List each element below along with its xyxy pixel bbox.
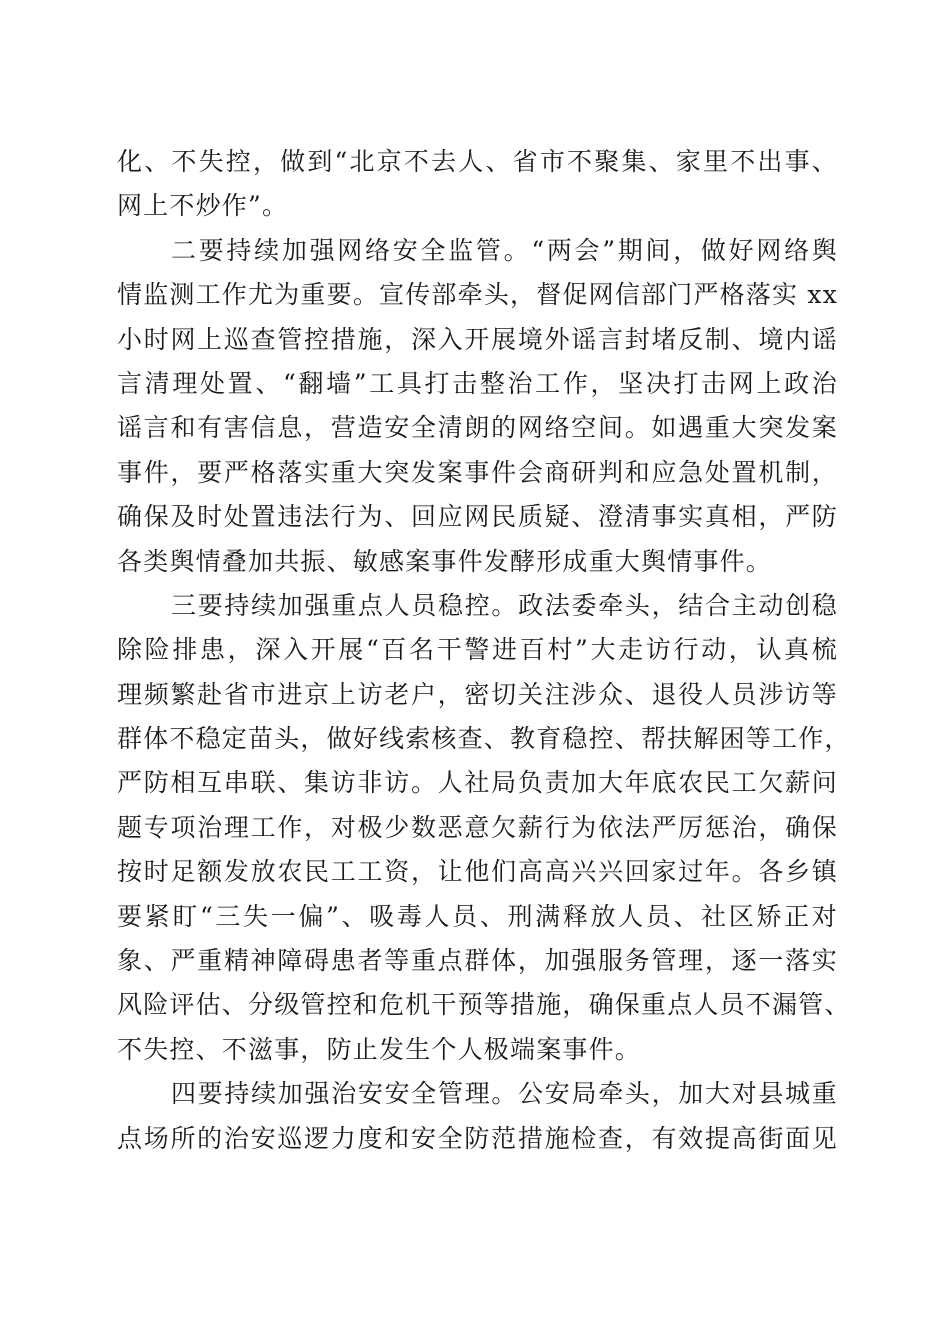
text-line: 按时足额发放农民工工资，让他们高高兴兴回家过年。各乡镇 [117,857,838,887]
text-line: 题专项治理工作，对极少数恶意欠薪行为依法严厉惩治，确保 [117,812,838,842]
text-line: 要紧盯“三失一偏”、吸毒人员、刑满释放人员、社区矫正对 [117,901,838,931]
text-line: 小时网上巡查管控措施，深入开展境外谣言封堵反制、境内谣 [117,324,838,354]
text-line: 确保及时处置违法行为、回应网民质疑、澄清事实真相，严防 [117,502,838,532]
text-line: 理频繁赴省市进京上访老户，密切关注涉众、退役人员涉访等 [117,679,838,709]
text-line: 事件，要严格落实重大突发案事件会商研判和应急处置机制， [117,457,838,487]
paragraph-key-personnel [117,584,851,1072]
text-line: 化、不失控，做到“北京不去人、省市不聚集、家里不出事、 [117,147,838,176]
text-line: 群体不稳定苗头，做好线索核查、教育稳控、帮扶解困等工作， [117,724,851,754]
text-line: 各类舆情叠加共振、敏感案事件发酵形成重大舆情事件。 [117,546,773,576]
text-line: 象、严重精神障碍患者等重点群体，加强服务管理，逐一落实 [117,946,838,976]
text-line: 谣言和有害信息，营造安全清朗的网络空间。如遇重大突发案 [117,413,838,443]
paragraph-public-security [117,1072,838,1161]
paragraph-first-line: 四要持续加强治安安全管理。公安局牵头，加大对县城重 [171,1079,838,1109]
paragraph-network-security [117,229,838,584]
text-line: 不失控、不滋事，防止发生个人极端案事件。 [117,1034,642,1064]
paragraph-first-line: 三要持续加强重点人员稳控。政法委牵头，结合主动创稳 [171,590,838,620]
text-line: 风险评估、分级管控和危机干预等措施，确保重点人员不漏管、 [117,990,851,1020]
text-line: 言清理处置、“翻墙”工具打击整治工作，坚决打击网上政治 [117,368,838,398]
text-line: 网上不炒作”。 [117,191,289,221]
document-body [117,140,851,1161]
text-line: 情监测工作尤为重要。宣传部牵头，督促网信部门严格落实 xx [117,280,838,310]
text-line: 点场所的治安巡逻力度和安全防范措施检查，有效提高街面见 [117,1123,838,1153]
text-line: 除险排患，深入开展“百名干警进百村”大走访行动，认真梳 [117,635,838,665]
text-line: 严防相互串联、集访非访。人社局负责加大年底农民工欠薪问 [117,768,838,798]
paragraph-continued [117,140,838,229]
paragraph-first-line: 二要持续加强网络安全监管。“两会”期间，做好网络舆 [171,235,838,265]
